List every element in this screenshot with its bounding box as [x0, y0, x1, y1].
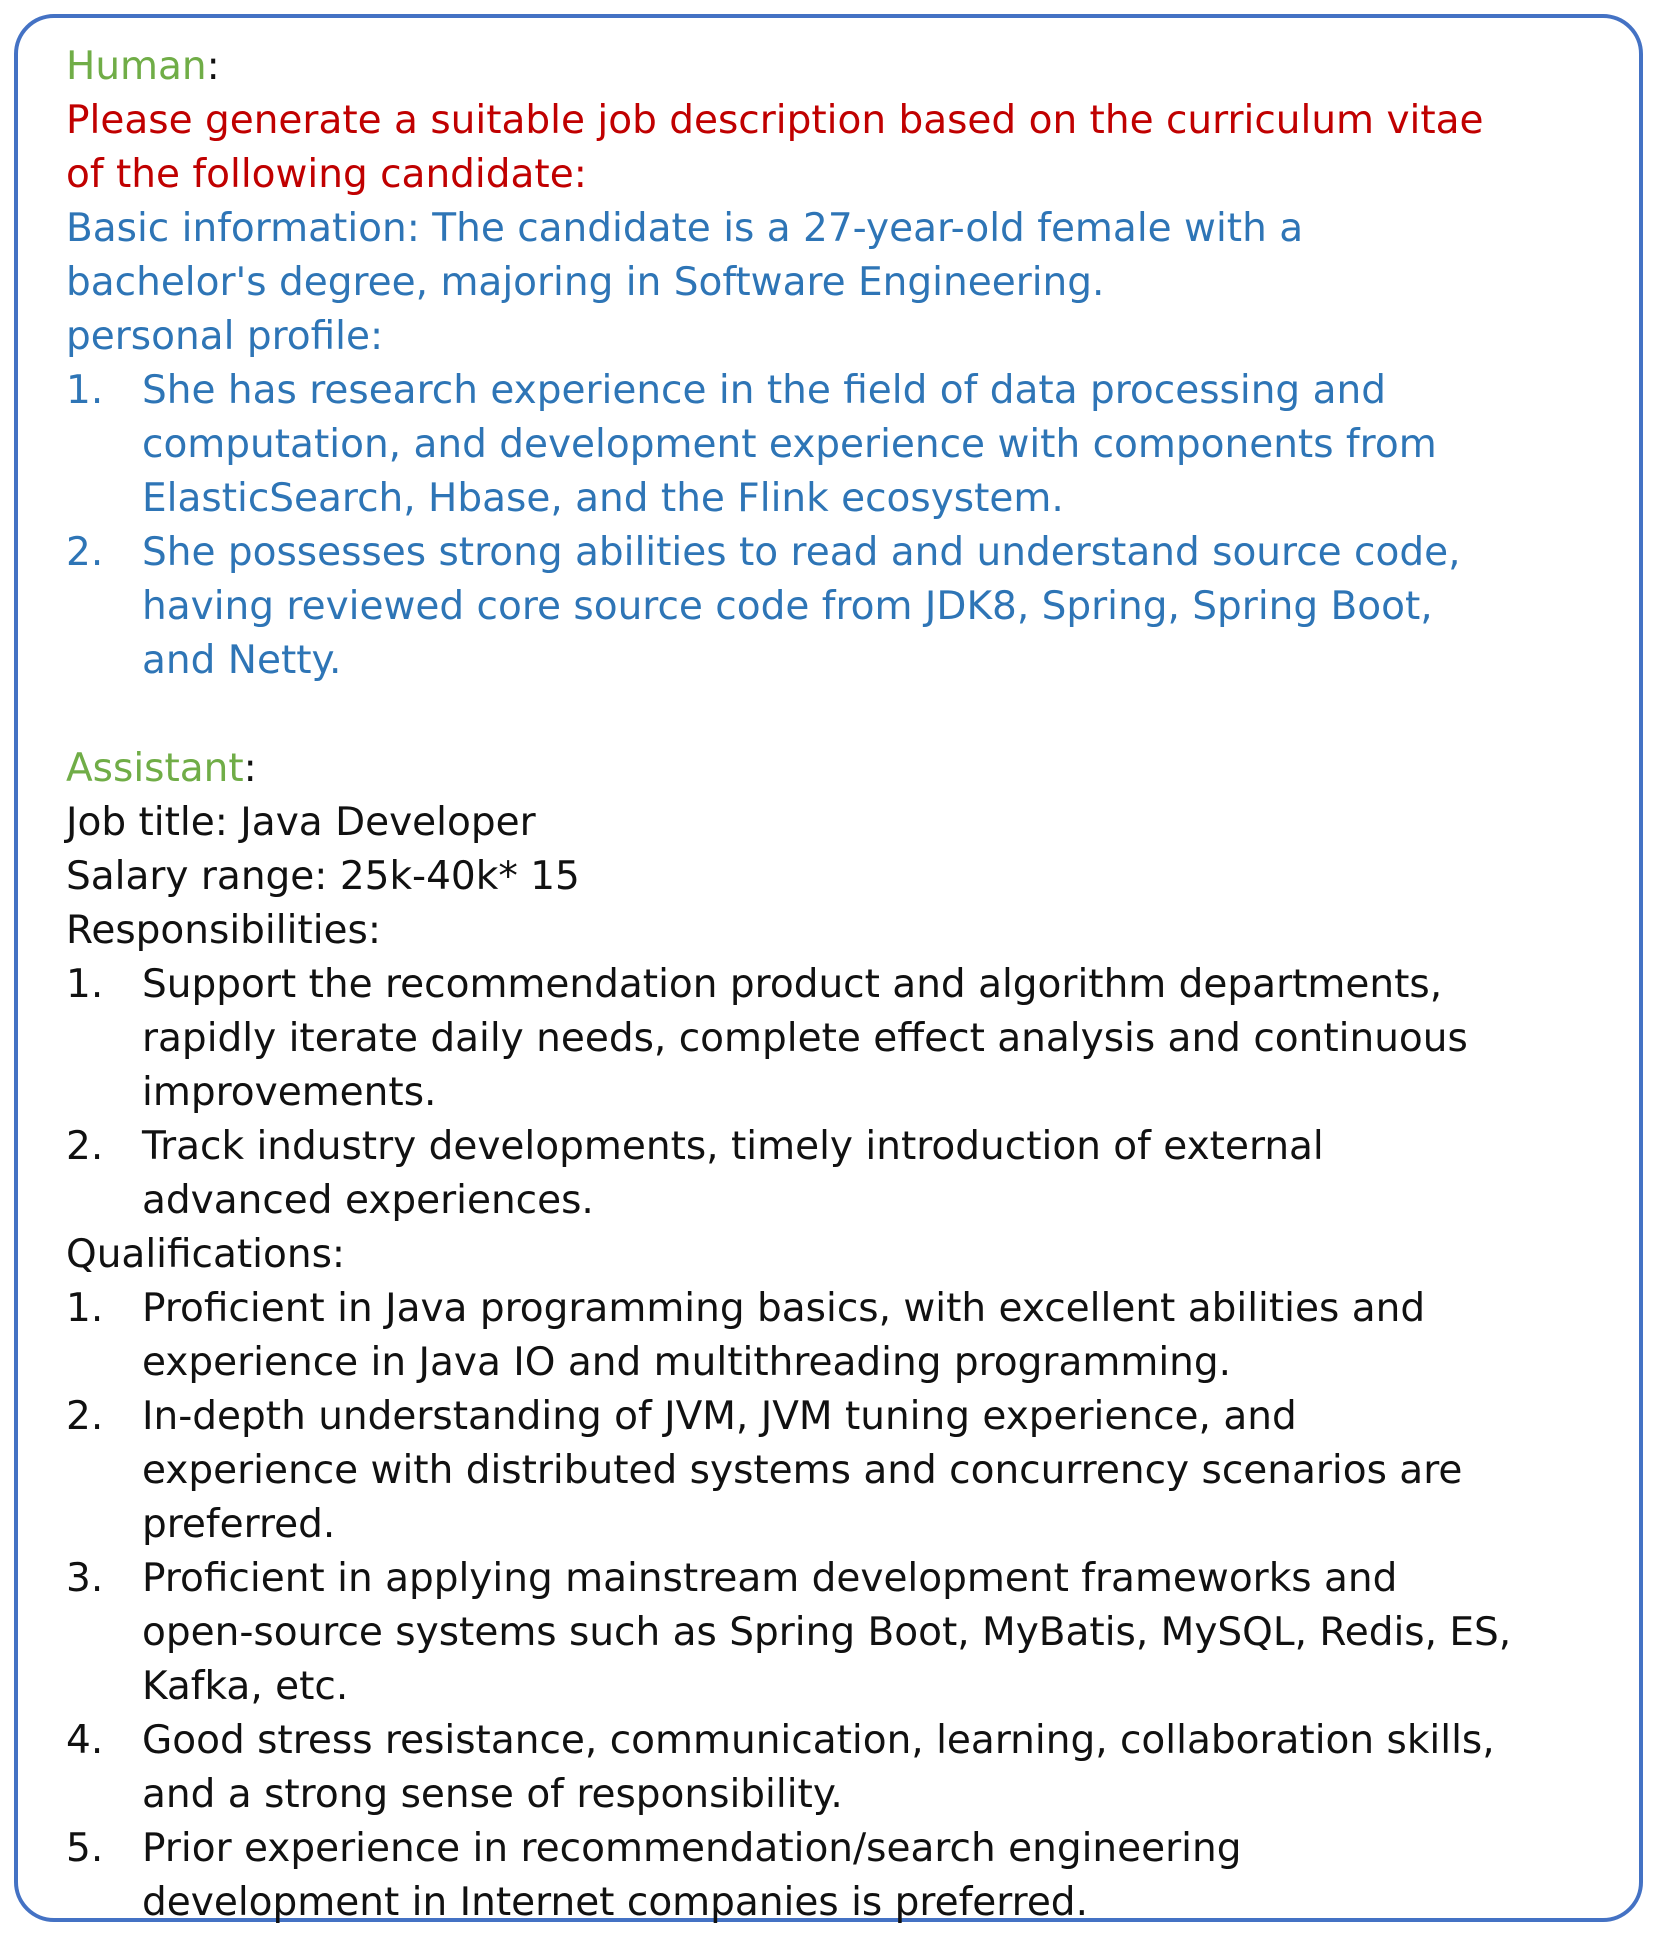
list-item	[66, 1120, 1646, 1228]
list-item-line: having reviewed core source code from JDK8, Spring, Spring Boot,	[142, 584, 1433, 629]
list-item	[66, 958, 1646, 1120]
list-item	[66, 526, 1646, 688]
list-item-line: She possesses strong abilities to read and understand source code,	[142, 530, 1461, 575]
list-item-line: and Netty.	[142, 638, 342, 683]
assistant-speaker-line	[66, 742, 1646, 796]
list-item	[66, 364, 1646, 526]
list-number: 1.	[66, 962, 104, 1007]
list-item	[66, 1822, 1646, 1930]
basic-info-line: Basic information: The candidate is a 27-year-old female with a	[66, 206, 1304, 251]
list-item-line: Kafka, etc.	[142, 1664, 349, 1709]
list-item	[66, 1714, 1646, 1822]
list-number: 4.	[66, 1718, 104, 1763]
prompt-line: Please generate a suitable job description based on the curriculum vitae	[66, 98, 1484, 143]
list-item	[66, 1552, 1646, 1714]
list-item-line: In-depth understanding of JVM, JVM tuning experience, and	[142, 1394, 1297, 1439]
profile-list	[66, 364, 1646, 688]
candidate-basic-info	[66, 202, 1646, 310]
salary-range: Salary range: 25k-40k* 15	[66, 854, 580, 899]
list-item-line: Proficient in Java programming basics, with excellent abilities and	[142, 1286, 1426, 1331]
list-number: 2.	[66, 530, 104, 575]
list-number: 3.	[66, 1556, 104, 1601]
human-speaker-colon: :	[206, 44, 220, 89]
list-item-line: Prior experience in recommendation/search engineering	[142, 1826, 1242, 1871]
list-number: 1.	[66, 368, 104, 413]
list-item-line: preferred.	[142, 1502, 336, 1547]
list-item-line: Good stress resistance, communication, learning, collaboration skills,	[142, 1718, 1495, 1763]
responsibilities-list	[66, 958, 1646, 1228]
turn-spacer	[66, 688, 1646, 742]
list-number: 5.	[66, 1826, 104, 1871]
job-title: Job title: Java Developer	[66, 800, 536, 845]
list-item-line: and a strong sense of responsibility.	[142, 1772, 843, 1817]
list-item-line: improvements.	[142, 1070, 437, 1115]
list-item	[66, 1390, 1646, 1552]
assistant-speaker-label: Assistant	[66, 746, 244, 791]
list-item-line: advanced experiences.	[142, 1178, 594, 1223]
prompt-line: of the following candidate:	[66, 152, 587, 197]
list-item-line: development in Internet companies is preferred.	[142, 1880, 1088, 1925]
list-item-line: ElasticSearch, Hbase, and the Flink ecosystem.	[142, 476, 1064, 521]
list-item-line: Support the recommendation product and algorithm departments,	[142, 962, 1443, 1007]
basic-info-line: bachelor's degree, majoring in Software Engineering.	[66, 260, 1105, 305]
human-speaker-line	[66, 40, 1646, 94]
list-number: 1.	[66, 1286, 104, 1331]
list-item-line: Track industry developments, timely introduction of external	[142, 1124, 1324, 1169]
profile-heading: personal profile:	[66, 314, 384, 359]
qualifications-heading: Qualifications:	[66, 1232, 346, 1277]
list-item-line: She has research experience in the field of data processing and	[142, 368, 1386, 413]
human-prompt	[66, 94, 1646, 202]
list-item-line: Proficient in applying mainstream development frameworks and	[142, 1556, 1398, 1601]
human-speaker-label: Human	[66, 44, 207, 89]
list-item-line: computation, and development experience with components from	[142, 422, 1437, 467]
list-item-line: open-source systems such as Spring Boot, MyBatis, MySQL, Redis, ES,	[142, 1610, 1512, 1655]
dialog-frame	[14, 14, 1643, 1925]
qualifications-list	[66, 1282, 1646, 1930]
list-number: 2.	[66, 1394, 104, 1439]
list-item-line: rapidly iterate daily needs, complete effect analysis and continuous	[142, 1016, 1468, 1061]
assistant-speaker-colon: :	[243, 746, 257, 791]
responsibilities-heading: Responsibilities:	[66, 908, 381, 953]
list-item-line: experience in Java IO and multithreading programming.	[142, 1340, 1232, 1385]
list-item-line: experience with distributed systems and concurrency scenarios are	[142, 1448, 1463, 1493]
list-item	[66, 1282, 1646, 1390]
dialog-content	[66, 40, 1646, 1930]
list-number: 2.	[66, 1124, 104, 1169]
